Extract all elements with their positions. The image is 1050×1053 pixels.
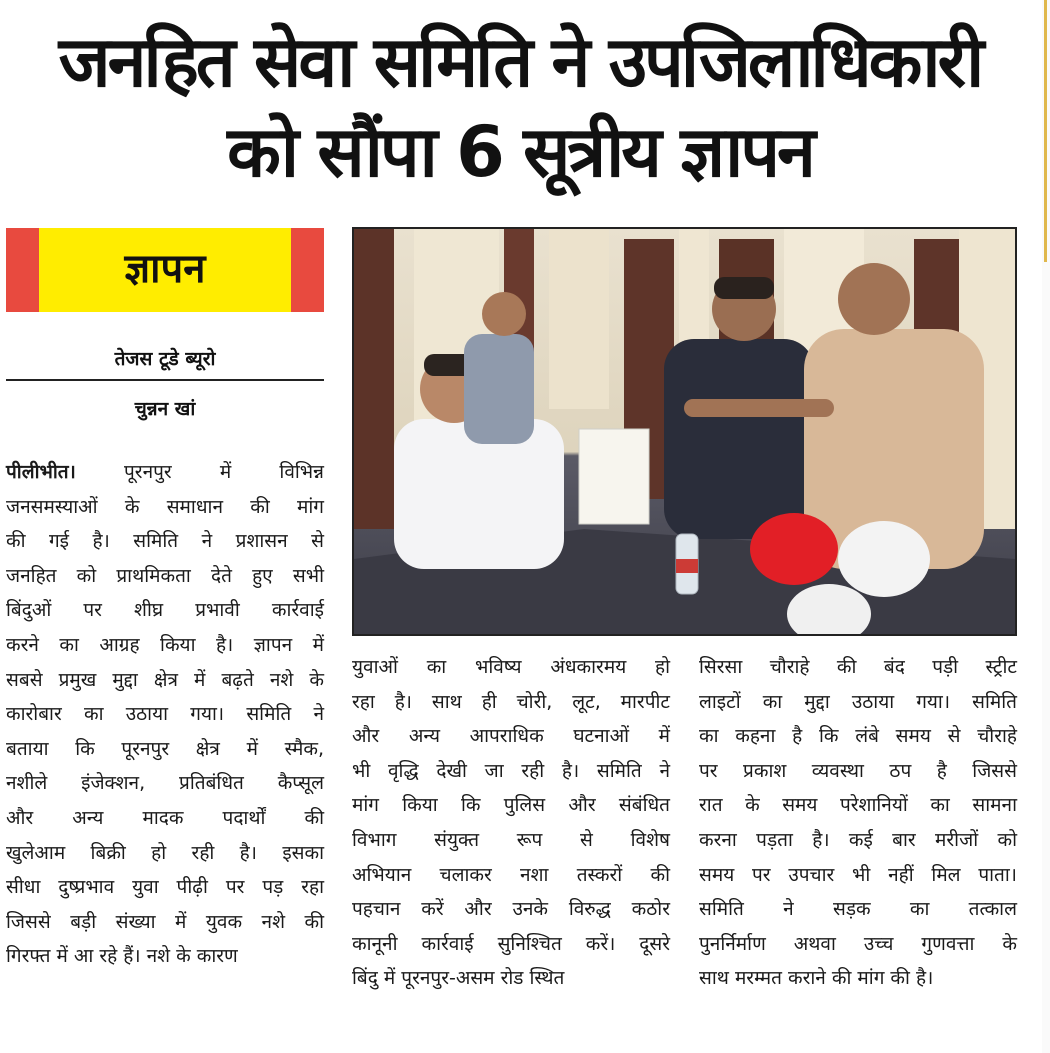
article-line: पर प्रकाश व्यवस्था ठप है जिससे bbox=[699, 759, 1017, 782]
section-label: ज्ञापन bbox=[124, 245, 206, 292]
byline-bureau: तेजस टूडे ब्यूरो bbox=[114, 348, 216, 370]
section-label-box bbox=[6, 228, 324, 312]
article-line: गिरफ्त में आ रहे हैं। नशे के कारण bbox=[6, 945, 238, 968]
article-line: अभियान चलाकर नशा तस्करों की bbox=[352, 863, 670, 886]
article-line: लाइटों का मुद्दा उठाया गया। समिति bbox=[699, 690, 1017, 713]
label-cap-right bbox=[291, 228, 324, 312]
article-line: जनसमस्याओं के समाधान की मांग bbox=[6, 495, 324, 518]
article-line: सीधा दुष्प्रभाव युवा पीढ़ी पर पड़ रहा bbox=[6, 876, 324, 899]
article-line: रात के समय परेशानियों का सामना bbox=[699, 794, 1017, 817]
article-line: और अन्य मादक पदार्थों की bbox=[6, 806, 324, 829]
article-line: सिरसा चौराहे की बंद पड़ी स्ट्रीट bbox=[699, 656, 1017, 678]
article-line: और अन्य आपराधिक घटनाओं में bbox=[352, 725, 670, 748]
article-line: बिंदु में पूरनपुर-असम रोड स्थित bbox=[352, 967, 565, 990]
article-line: पुनर्निर्माण अथवा उच्च गुणवत्ता के bbox=[699, 932, 1017, 955]
article-line: साथ मरम्मत कराने की मांग की है। bbox=[699, 967, 934, 990]
article-line: करना पड़ता है। कई बार मरीजों को bbox=[699, 828, 1017, 851]
headline-line-1: जनहित सेवा समिति ने उपजिलाधिकारी bbox=[58, 21, 982, 103]
article-line: नशीले इंजेक्शन, प्रतिबंधित कैप्सूल bbox=[6, 772, 324, 795]
article-line: मांग किया कि पुलिस और संबंधित bbox=[352, 794, 670, 817]
article-line: समिति ने सड़क का तत्काल bbox=[699, 898, 1017, 921]
byline-reporter: चुन्नन खां bbox=[134, 398, 196, 420]
article-line: का कहना है कि लंबे समय से चौराहे bbox=[699, 725, 1017, 748]
article-line: बिंदुओं पर शीघ्र प्रभावी कार्रवाई bbox=[6, 599, 324, 622]
photo-illustration bbox=[354, 229, 1015, 634]
adjacent-page-edge bbox=[1042, 0, 1050, 1053]
article-line: रहा है। साथ ही चोरी, लूट, मारपीट bbox=[352, 690, 670, 713]
label-cap-left bbox=[6, 228, 39, 312]
headline-line-2: को सौंपा 6 सूत्रीय ज्ञापन bbox=[227, 111, 813, 193]
article-line: की गई है। समिति ने प्रशासन से bbox=[6, 530, 324, 553]
article-line: समय पर उपचार भी नहीं मिल पाता। bbox=[699, 863, 1017, 886]
article-column-3 bbox=[699, 650, 1017, 996]
byline-divider bbox=[6, 379, 324, 381]
article-line: जिससे बड़ी संख्या में युवक नशे की bbox=[6, 910, 324, 933]
article-line: जनहित को प्राथमिकता देते हुए सभी bbox=[6, 564, 324, 587]
article-line: खुलेआम बिक्री हो रही है। इसका bbox=[6, 841, 324, 864]
news-photo bbox=[352, 227, 1017, 636]
article-line: विभाग संयुक्त रूप से विशेष bbox=[352, 828, 670, 851]
article-line: कानूनी कार्रवाई सुनिश्चित करें। दूसरे bbox=[352, 932, 670, 955]
dateline: पीलीभीत। bbox=[6, 461, 76, 483]
article-line: युवाओं का भविष्य अंधकारमय हो bbox=[352, 656, 670, 678]
article-column-2 bbox=[352, 650, 670, 996]
article-line: पीलीभीत। पूरनपुर में विभिन्न bbox=[6, 461, 324, 483]
article-line: भी वृद्धि देखी जा रही है। समिति ने bbox=[352, 759, 670, 782]
article-line: सबसे प्रमुख मुद्दा क्षेत्र में बढ़ते नशे के bbox=[6, 668, 324, 691]
article-line: कारोबार का उठाया गया। समिति ने bbox=[6, 703, 324, 726]
article-column-1 bbox=[6, 455, 324, 974]
article-line: पहचान करें और उनके विरुद्ध कठोर bbox=[352, 898, 670, 921]
article-line: करने का आग्रह किया है। ज्ञापन में bbox=[6, 633, 324, 656]
article-line: बताया कि पूरनपुर क्षेत्र में स्मैक, bbox=[6, 737, 324, 760]
